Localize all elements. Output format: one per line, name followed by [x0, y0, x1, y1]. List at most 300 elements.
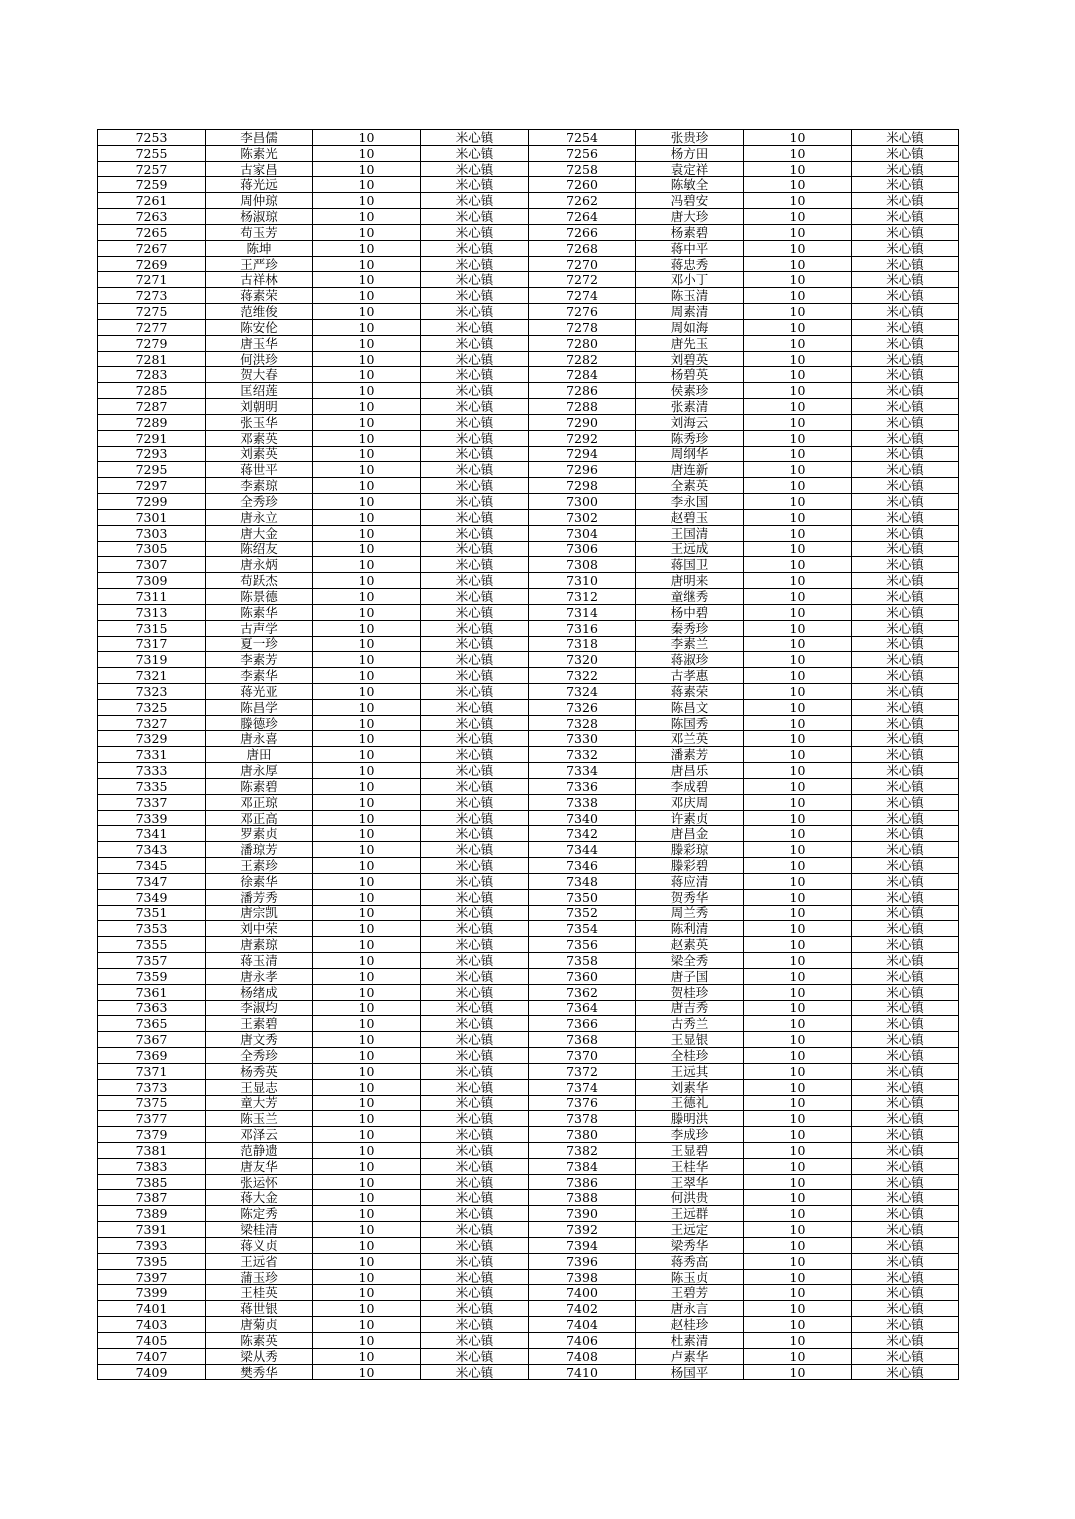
amount-cell: 10 — [313, 905, 421, 921]
township-cell: 米心镇 — [421, 1269, 529, 1285]
amount-cell: 10 — [744, 1190, 852, 1206]
table-row — [98, 573, 959, 589]
amount-cell: 10 — [744, 367, 852, 383]
amount-cell: 10 — [744, 778, 852, 794]
entry-number-cell: 7336 — [529, 778, 636, 794]
township-cell: 米心镇 — [421, 509, 529, 525]
township-cell: 米心镇 — [421, 889, 529, 905]
township-cell: 米心镇 — [421, 731, 529, 747]
name-cell: 邓小丁 — [636, 272, 744, 288]
township-cell: 米心镇 — [421, 968, 529, 984]
township-cell: 米心镇 — [421, 573, 529, 589]
amount-cell: 10 — [313, 430, 421, 446]
amount-cell: 10 — [313, 715, 421, 731]
township-cell: 米心镇 — [852, 557, 959, 573]
amount-cell: 10 — [744, 161, 852, 177]
table-row — [98, 494, 959, 510]
amount-cell: 10 — [313, 794, 421, 810]
entry-number-cell: 7286 — [529, 383, 636, 399]
entry-number-cell: 7319 — [98, 652, 206, 668]
township-cell: 米心镇 — [852, 921, 959, 937]
entry-number-cell: 7287 — [98, 399, 206, 415]
entry-number-cell: 7400 — [529, 1285, 636, 1301]
entry-number-cell: 7366 — [529, 1016, 636, 1032]
township-cell: 米心镇 — [421, 256, 529, 272]
name-cell: 全素英 — [636, 478, 744, 494]
amount-cell: 10 — [744, 430, 852, 446]
table-row — [98, 446, 959, 462]
name-cell: 邓庆周 — [636, 794, 744, 810]
table-row — [98, 1206, 959, 1222]
name-cell: 夏一珍 — [206, 636, 313, 652]
township-cell: 米心镇 — [421, 1348, 529, 1364]
name-cell: 李成珍 — [636, 1127, 744, 1143]
amount-cell: 10 — [744, 224, 852, 240]
amount-cell: 10 — [744, 1016, 852, 1032]
township-cell: 米心镇 — [852, 889, 959, 905]
name-cell: 蒋中平 — [636, 240, 744, 256]
name-cell: 唐田 — [206, 747, 313, 763]
amount-cell: 10 — [313, 937, 421, 953]
amount-cell: 10 — [313, 304, 421, 320]
amount-cell: 10 — [313, 1158, 421, 1174]
entry-number-cell: 7300 — [529, 494, 636, 510]
name-cell: 王素珍 — [206, 858, 313, 874]
amount-cell: 10 — [744, 763, 852, 779]
amount-cell: 10 — [744, 494, 852, 510]
entry-number-cell: 7278 — [529, 319, 636, 335]
amount-cell: 10 — [313, 1127, 421, 1143]
township-cell: 米心镇 — [852, 399, 959, 415]
township-cell: 米心镇 — [852, 1143, 959, 1159]
entry-number-cell: 7355 — [98, 937, 206, 953]
name-cell: 杨中碧 — [636, 604, 744, 620]
township-cell: 米心镇 — [421, 699, 529, 715]
entry-number-cell: 7309 — [98, 573, 206, 589]
name-cell: 蒋忠秀 — [636, 256, 744, 272]
name-cell: 秦秀珍 — [636, 620, 744, 636]
table-row — [98, 414, 959, 430]
name-cell: 唐玉华 — [206, 335, 313, 351]
township-cell: 米心镇 — [852, 668, 959, 684]
amount-cell: 10 — [313, 1174, 421, 1190]
table-row — [98, 589, 959, 605]
name-cell: 陈敏全 — [636, 177, 744, 193]
township-cell: 米心镇 — [421, 1111, 529, 1127]
name-cell: 古孝惠 — [636, 668, 744, 684]
entry-number-cell: 7324 — [529, 683, 636, 699]
amount-cell: 10 — [313, 573, 421, 589]
township-cell: 米心镇 — [421, 1222, 529, 1238]
township-cell: 米心镇 — [852, 177, 959, 193]
name-cell: 杨淑琼 — [206, 209, 313, 225]
township-cell: 米心镇 — [852, 1222, 959, 1238]
name-cell: 王碧芳 — [636, 1285, 744, 1301]
entry-number-cell: 7305 — [98, 541, 206, 557]
amount-cell: 10 — [744, 573, 852, 589]
table-row — [98, 636, 959, 652]
name-cell: 王桂华 — [636, 1158, 744, 1174]
amount-cell: 10 — [744, 1348, 852, 1364]
entry-number-cell: 7386 — [529, 1174, 636, 1190]
amount-cell: 10 — [744, 478, 852, 494]
table-row — [98, 1063, 959, 1079]
township-cell: 米心镇 — [421, 494, 529, 510]
name-cell: 蒋大金 — [206, 1190, 313, 1206]
township-cell: 米心镇 — [421, 272, 529, 288]
name-cell: 刘碧英 — [636, 351, 744, 367]
township-cell: 米心镇 — [852, 794, 959, 810]
amount-cell: 10 — [744, 1222, 852, 1238]
township-cell: 米心镇 — [421, 683, 529, 699]
name-cell: 侯素珍 — [636, 383, 744, 399]
amount-cell: 10 — [313, 130, 421, 146]
entry-number-cell: 7263 — [98, 209, 206, 225]
township-cell: 米心镇 — [421, 1364, 529, 1380]
name-cell: 张玉华 — [206, 414, 313, 430]
entry-number-cell: 7392 — [529, 1222, 636, 1238]
entry-number-cell: 7269 — [98, 256, 206, 272]
township-cell: 米心镇 — [421, 224, 529, 240]
table-row — [98, 462, 959, 478]
name-cell: 杨秀英 — [206, 1063, 313, 1079]
table-row — [98, 905, 959, 921]
township-cell: 米心镇 — [421, 145, 529, 161]
table-row — [98, 747, 959, 763]
entry-number-cell: 7370 — [529, 1048, 636, 1064]
amount-cell: 10 — [313, 1364, 421, 1380]
table-row — [98, 1332, 959, 1348]
entry-number-cell: 7364 — [529, 1000, 636, 1016]
entry-number-cell: 7327 — [98, 715, 206, 731]
name-cell: 潘琼芳 — [206, 842, 313, 858]
amount-cell: 10 — [744, 620, 852, 636]
entry-number-cell: 7312 — [529, 589, 636, 605]
entry-number-cell: 7397 — [98, 1269, 206, 1285]
table-row — [98, 1364, 959, 1380]
amount-cell: 10 — [313, 240, 421, 256]
table-row — [98, 1222, 959, 1238]
township-cell: 米心镇 — [421, 1048, 529, 1064]
name-cell: 周如海 — [636, 319, 744, 335]
township-cell: 米心镇 — [852, 383, 959, 399]
entry-number-cell: 7277 — [98, 319, 206, 335]
township-cell: 米心镇 — [421, 636, 529, 652]
name-cell: 李淑均 — [206, 1000, 313, 1016]
amount-cell: 10 — [313, 224, 421, 240]
entry-number-cell: 7332 — [529, 747, 636, 763]
entry-number-cell: 7292 — [529, 430, 636, 446]
entry-number-cell: 7365 — [98, 1016, 206, 1032]
amount-cell: 10 — [744, 1332, 852, 1348]
name-cell: 刘素英 — [206, 446, 313, 462]
name-cell: 李素兰 — [636, 636, 744, 652]
entry-number-cell: 7260 — [529, 177, 636, 193]
entry-number-cell: 7282 — [529, 351, 636, 367]
entry-number-cell: 7408 — [529, 1348, 636, 1364]
entry-number-cell: 7299 — [98, 494, 206, 510]
name-cell: 蒋玉清 — [206, 953, 313, 969]
table-row — [98, 794, 959, 810]
table-body — [98, 130, 959, 1380]
entry-number-cell: 7322 — [529, 668, 636, 684]
name-cell: 唐永孝 — [206, 968, 313, 984]
name-cell: 范维俊 — [206, 304, 313, 320]
township-cell: 米心镇 — [421, 1143, 529, 1159]
name-cell: 李成碧 — [636, 778, 744, 794]
entry-number-cell: 7373 — [98, 1079, 206, 1095]
amount-cell: 10 — [313, 589, 421, 605]
name-cell: 杨方田 — [636, 145, 744, 161]
table-row — [98, 161, 959, 177]
township-cell: 米心镇 — [852, 161, 959, 177]
name-cell: 陈素碧 — [206, 778, 313, 794]
township-cell: 米心镇 — [852, 731, 959, 747]
amount-cell: 10 — [744, 842, 852, 858]
name-cell: 陈玉清 — [636, 288, 744, 304]
township-cell: 米心镇 — [852, 256, 959, 272]
table-row — [98, 1253, 959, 1269]
entry-number-cell: 7348 — [529, 873, 636, 889]
amount-cell: 10 — [313, 968, 421, 984]
table-row — [98, 1285, 959, 1301]
entry-number-cell: 7321 — [98, 668, 206, 684]
township-cell: 米心镇 — [421, 620, 529, 636]
township-cell: 米心镇 — [852, 319, 959, 335]
township-cell: 米心镇 — [421, 984, 529, 1000]
entry-number-cell: 7402 — [529, 1301, 636, 1317]
entry-number-cell: 7302 — [529, 509, 636, 525]
amount-cell: 10 — [313, 478, 421, 494]
amount-cell: 10 — [313, 1332, 421, 1348]
amount-cell: 10 — [744, 604, 852, 620]
amount-cell: 10 — [313, 367, 421, 383]
entry-number-cell: 7351 — [98, 905, 206, 921]
table-row — [98, 130, 959, 146]
table-row — [98, 177, 959, 193]
table-row — [98, 873, 959, 889]
amount-cell: 10 — [744, 541, 852, 557]
amount-cell: 10 — [744, 1143, 852, 1159]
name-cell: 李素华 — [206, 668, 313, 684]
name-cell: 唐永喜 — [206, 731, 313, 747]
name-cell: 罗素贞 — [206, 826, 313, 842]
entry-number-cell: 7294 — [529, 446, 636, 462]
entry-number-cell: 7295 — [98, 462, 206, 478]
name-cell: 滕德珍 — [206, 715, 313, 731]
township-cell: 米心镇 — [421, 1079, 529, 1095]
township-cell: 米心镇 — [852, 968, 959, 984]
entry-number-cell: 7270 — [529, 256, 636, 272]
amount-cell: 10 — [744, 589, 852, 605]
table-row — [98, 620, 959, 636]
table-row — [98, 541, 959, 557]
township-cell: 米心镇 — [852, 1111, 959, 1127]
name-cell: 杨碧英 — [636, 367, 744, 383]
name-cell: 卢素华 — [636, 1348, 744, 1364]
name-cell: 陈素华 — [206, 604, 313, 620]
amount-cell: 10 — [744, 288, 852, 304]
township-cell: 米心镇 — [852, 953, 959, 969]
table-row — [98, 478, 959, 494]
name-cell: 潘素芳 — [636, 747, 744, 763]
amount-cell: 10 — [313, 557, 421, 573]
name-cell: 周纲华 — [636, 446, 744, 462]
name-cell: 梁全秀 — [636, 953, 744, 969]
township-cell: 米心镇 — [421, 557, 529, 573]
amount-cell: 10 — [744, 209, 852, 225]
amount-cell: 10 — [744, 177, 852, 193]
amount-cell: 10 — [313, 826, 421, 842]
amount-cell: 10 — [313, 1237, 421, 1253]
township-cell: 米心镇 — [421, 604, 529, 620]
name-cell: 周素清 — [636, 304, 744, 320]
amount-cell: 10 — [313, 335, 421, 351]
township-cell: 米心镇 — [421, 1174, 529, 1190]
amount-cell: 10 — [313, 288, 421, 304]
table-row — [98, 335, 959, 351]
entry-number-cell: 7338 — [529, 794, 636, 810]
entry-number-cell: 7337 — [98, 794, 206, 810]
entry-number-cell: 7318 — [529, 636, 636, 652]
township-cell: 米心镇 — [852, 1063, 959, 1079]
table-row — [98, 557, 959, 573]
township-cell: 米心镇 — [852, 1095, 959, 1111]
name-cell: 刘素华 — [636, 1079, 744, 1095]
amount-cell: 10 — [744, 668, 852, 684]
name-cell: 赵素英 — [636, 937, 744, 953]
amount-cell: 10 — [313, 842, 421, 858]
township-cell: 米心镇 — [852, 604, 959, 620]
entry-number-cell: 7308 — [529, 557, 636, 573]
amount-cell: 10 — [744, 130, 852, 146]
table-row — [98, 367, 959, 383]
name-cell: 古声学 — [206, 620, 313, 636]
amount-cell: 10 — [744, 1095, 852, 1111]
amount-cell: 10 — [313, 1079, 421, 1095]
name-cell: 蒋光远 — [206, 177, 313, 193]
name-cell: 王国清 — [636, 525, 744, 541]
amount-cell: 10 — [744, 731, 852, 747]
name-cell: 张素清 — [636, 399, 744, 415]
entry-number-cell: 7358 — [529, 953, 636, 969]
entry-number-cell: 7350 — [529, 889, 636, 905]
amount-cell: 10 — [744, 525, 852, 541]
name-cell: 古祥林 — [206, 272, 313, 288]
amount-cell: 10 — [744, 968, 852, 984]
entry-number-cell: 7317 — [98, 636, 206, 652]
township-cell: 米心镇 — [421, 399, 529, 415]
amount-cell: 10 — [744, 1000, 852, 1016]
entry-number-cell: 7304 — [529, 525, 636, 541]
amount-cell: 10 — [313, 145, 421, 161]
entry-number-cell: 7326 — [529, 699, 636, 715]
amount-cell: 10 — [313, 699, 421, 715]
entry-number-cell: 7382 — [529, 1143, 636, 1159]
entry-number-cell: 7344 — [529, 842, 636, 858]
entry-number-cell: 7272 — [529, 272, 636, 288]
township-cell: 米心镇 — [421, 130, 529, 146]
entry-number-cell: 7276 — [529, 304, 636, 320]
amount-cell: 10 — [313, 351, 421, 367]
entry-number-cell: 7265 — [98, 224, 206, 240]
name-cell: 唐文秀 — [206, 1032, 313, 1048]
table-row — [98, 699, 959, 715]
amount-cell: 10 — [744, 351, 852, 367]
amount-cell: 10 — [313, 462, 421, 478]
name-cell: 王显银 — [636, 1032, 744, 1048]
township-cell: 米心镇 — [852, 858, 959, 874]
name-cell: 王显志 — [206, 1079, 313, 1095]
amount-cell: 10 — [744, 1269, 852, 1285]
entry-number-cell: 7349 — [98, 889, 206, 905]
township-cell: 米心镇 — [421, 763, 529, 779]
table-row — [98, 858, 959, 874]
township-cell: 米心镇 — [852, 683, 959, 699]
name-cell: 滕彩碧 — [636, 858, 744, 874]
table-row — [98, 1237, 959, 1253]
amount-cell: 10 — [744, 984, 852, 1000]
township-cell: 米心镇 — [421, 842, 529, 858]
amount-cell: 10 — [313, 731, 421, 747]
township-cell: 米心镇 — [421, 589, 529, 605]
name-cell: 刘朝明 — [206, 399, 313, 415]
township-cell: 米心镇 — [421, 304, 529, 320]
name-cell: 古秀兰 — [636, 1016, 744, 1032]
township-cell: 米心镇 — [421, 1301, 529, 1317]
amount-cell: 10 — [313, 953, 421, 969]
township-cell: 米心镇 — [421, 810, 529, 826]
township-cell: 米心镇 — [421, 1190, 529, 1206]
township-cell: 米心镇 — [852, 873, 959, 889]
entry-number-cell: 7399 — [98, 1285, 206, 1301]
name-cell: 唐先玉 — [636, 335, 744, 351]
amount-cell: 10 — [313, 399, 421, 415]
entry-number-cell: 7264 — [529, 209, 636, 225]
amount-cell: 10 — [313, 272, 421, 288]
entry-number-cell: 7306 — [529, 541, 636, 557]
entry-number-cell: 7403 — [98, 1317, 206, 1333]
entry-number-cell: 7303 — [98, 525, 206, 541]
township-cell: 米心镇 — [852, 1174, 959, 1190]
name-cell: 滕彩琼 — [636, 842, 744, 858]
township-cell: 米心镇 — [852, 573, 959, 589]
entry-number-cell: 7353 — [98, 921, 206, 937]
entry-number-cell: 7394 — [529, 1237, 636, 1253]
table-row — [98, 937, 959, 953]
amount-cell: 10 — [313, 873, 421, 889]
township-cell: 米心镇 — [852, 335, 959, 351]
amount-cell: 10 — [744, 873, 852, 889]
entry-number-cell: 7335 — [98, 778, 206, 794]
table-row — [98, 383, 959, 399]
entry-number-cell: 7369 — [98, 1048, 206, 1064]
name-cell: 蒋应清 — [636, 873, 744, 889]
entry-number-cell: 7390 — [529, 1206, 636, 1222]
name-cell: 唐子国 — [636, 968, 744, 984]
township-cell: 米心镇 — [421, 1237, 529, 1253]
entry-number-cell: 7310 — [529, 573, 636, 589]
township-cell: 米心镇 — [421, 240, 529, 256]
name-cell: 蒋世银 — [206, 1301, 313, 1317]
township-cell: 米心镇 — [852, 1206, 959, 1222]
township-cell: 米心镇 — [421, 652, 529, 668]
entry-number-cell: 7368 — [529, 1032, 636, 1048]
table-row — [98, 1317, 959, 1333]
name-cell: 苟玉芳 — [206, 224, 313, 240]
name-cell: 贺秀华 — [636, 889, 744, 905]
township-cell: 米心镇 — [852, 1317, 959, 1333]
